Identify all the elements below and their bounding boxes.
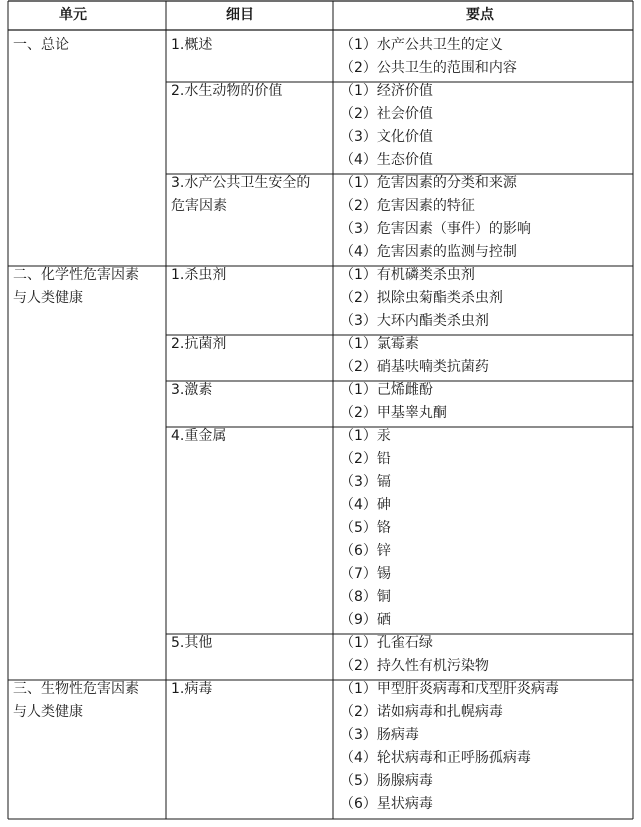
- point-item: （1）危害因素的分类和来源: [340, 175, 517, 191]
- point-item: （2）危害因素的特征: [340, 198, 475, 214]
- point-item: （5）肠腺病毒: [340, 773, 433, 789]
- detail-cell-text: 危害因素: [171, 198, 227, 214]
- detail-cell-text: 3.水产公共卫生安全的: [171, 175, 311, 191]
- unit-cell-text: 三、生物性危害因素: [13, 681, 139, 697]
- point-item: （3）镉: [340, 474, 391, 490]
- point-item: （2）社会价值: [340, 106, 433, 122]
- unit-cell-text: 与人类健康: [13, 704, 83, 720]
- point-item: （2）拟除虫菊酯类杀虫剂: [340, 290, 503, 306]
- header-detail: 细目: [226, 7, 254, 23]
- point-item: （2）硝基呋喃类抗菌药: [340, 359, 489, 375]
- detail-cell-text: 1.杀虫剂: [171, 267, 227, 283]
- point-item: （6）星状病毒: [340, 796, 433, 812]
- unit-cell-text: 一、总论: [13, 37, 69, 53]
- point-item: （4）危害因素的监测与控制: [340, 244, 517, 260]
- point-item: （4）生态价值: [340, 152, 433, 168]
- point-item: （1）孔雀石绿: [340, 635, 433, 651]
- point-item: （4）砷: [340, 497, 391, 513]
- detail-cell-text: 4.重金属: [171, 428, 227, 444]
- point-item: （2）诺如病毒和扎幌病毒: [340, 704, 503, 720]
- point-item: （3）大环内酯类杀虫剂: [340, 313, 489, 329]
- point-item: （1）甲型肝炎病毒和戊型肝炎病毒: [340, 681, 559, 697]
- point-item: （2）甲基睾丸酮: [340, 405, 447, 421]
- point-item: （1）有机磷类杀虫剂: [340, 267, 475, 283]
- unit-cell-text: 二、化学性危害因素: [13, 267, 139, 283]
- point-item: （2）公共卫生的范围和内容: [340, 60, 517, 76]
- point-item: （8）铜: [340, 589, 391, 605]
- point-item: （7）锡: [340, 566, 391, 582]
- unit-cell-text: 与人类健康: [13, 290, 83, 306]
- point-item: （3）危害因素（事件）的影响: [340, 221, 531, 237]
- point-item: （4）轮状病毒和正呼肠孤病毒: [340, 750, 531, 766]
- point-item: （3）肠病毒: [340, 727, 419, 743]
- detail-cell-text: 5.其他: [171, 635, 213, 651]
- point-item: （9）硒: [340, 612, 391, 628]
- point-item: （1）氯霉素: [340, 336, 419, 352]
- point-item: （2）持久性有机污染物: [340, 658, 489, 674]
- point-item: （6）锌: [340, 543, 391, 559]
- point-item: （2）铅: [340, 451, 391, 467]
- detail-cell-text: 1.概述: [171, 37, 213, 53]
- point-item: （5）铬: [340, 520, 391, 536]
- detail-cell-text: 2.抗菌剂: [171, 336, 227, 352]
- point-item: （1）经济价值: [340, 83, 433, 99]
- point-item: （1）己烯雌酚: [340, 382, 433, 398]
- detail-cell-text: 1.病毒: [171, 681, 213, 697]
- header-unit: 单元: [59, 7, 87, 23]
- point-item: （3）文化价值: [340, 129, 433, 145]
- point-item: （1）水产公共卫生的定义: [340, 37, 503, 53]
- header-points: 要点: [466, 7, 494, 23]
- detail-cell-text: 3.激素: [171, 382, 213, 398]
- detail-cell-text: 2.水生动物的价值: [171, 83, 283, 99]
- point-item: （1）汞: [340, 428, 391, 444]
